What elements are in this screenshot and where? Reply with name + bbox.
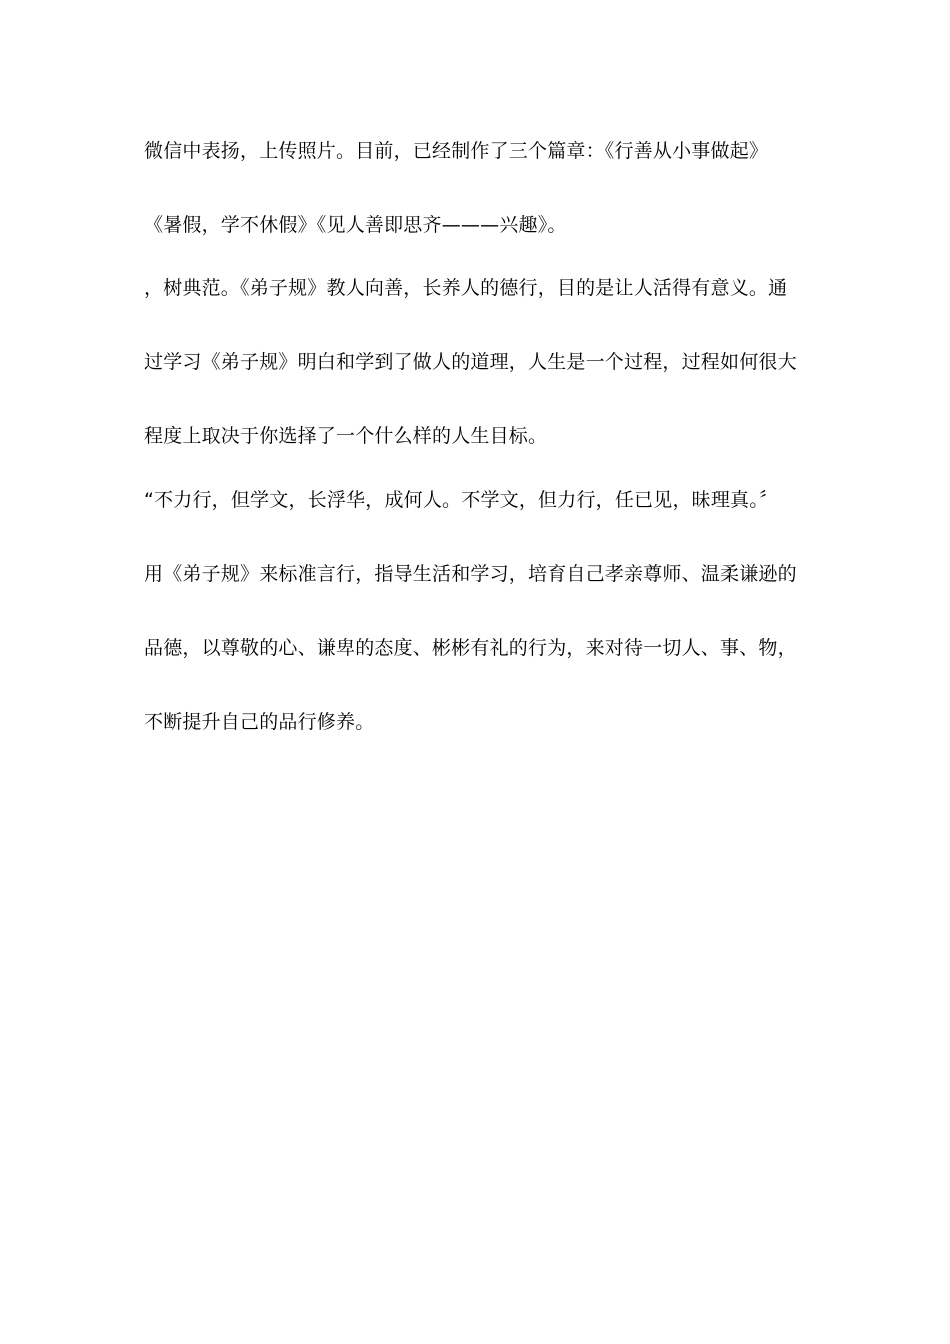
- paragraph-line-7: 用《弟子规》来标准言行，指导生活和学习，培育自己孝亲尊师、温柔谦逊的: [144, 563, 797, 585]
- paragraph-line-1: 微信中表扬，上传照片。目前，已经制作了三个篇章：《行善从小事做起》: [144, 140, 769, 162]
- paragraph-line-4: 过学习《弟子规》明白和学到了做人的道理，人生是一个过程，过程如何很大: [144, 351, 797, 373]
- paragraph-line-6: “不力行，但学文，长浮华，成何人。不学文，但力行，任已见，昧理真。〞: [144, 489, 779, 511]
- paragraph-line-2: 《暑假，学不休假》《见人善即思齐———兴趣》。: [144, 214, 567, 236]
- paragraph-line-5: 程度上取决于你选择了一个什么样的人生目标。: [144, 425, 548, 447]
- paragraph-line-8: 品德，以尊敬的心、谦卑的态度、彬彬有礼的行为，来对待一切人、事、物，: [144, 637, 797, 659]
- paragraph-line-9: 不断提升自己的品行修养。: [144, 711, 375, 733]
- paragraph-line-3: ，树典范。《弟子规》教人向善，长养人的德行，目的是让人活得有意义。通: [144, 277, 788, 299]
